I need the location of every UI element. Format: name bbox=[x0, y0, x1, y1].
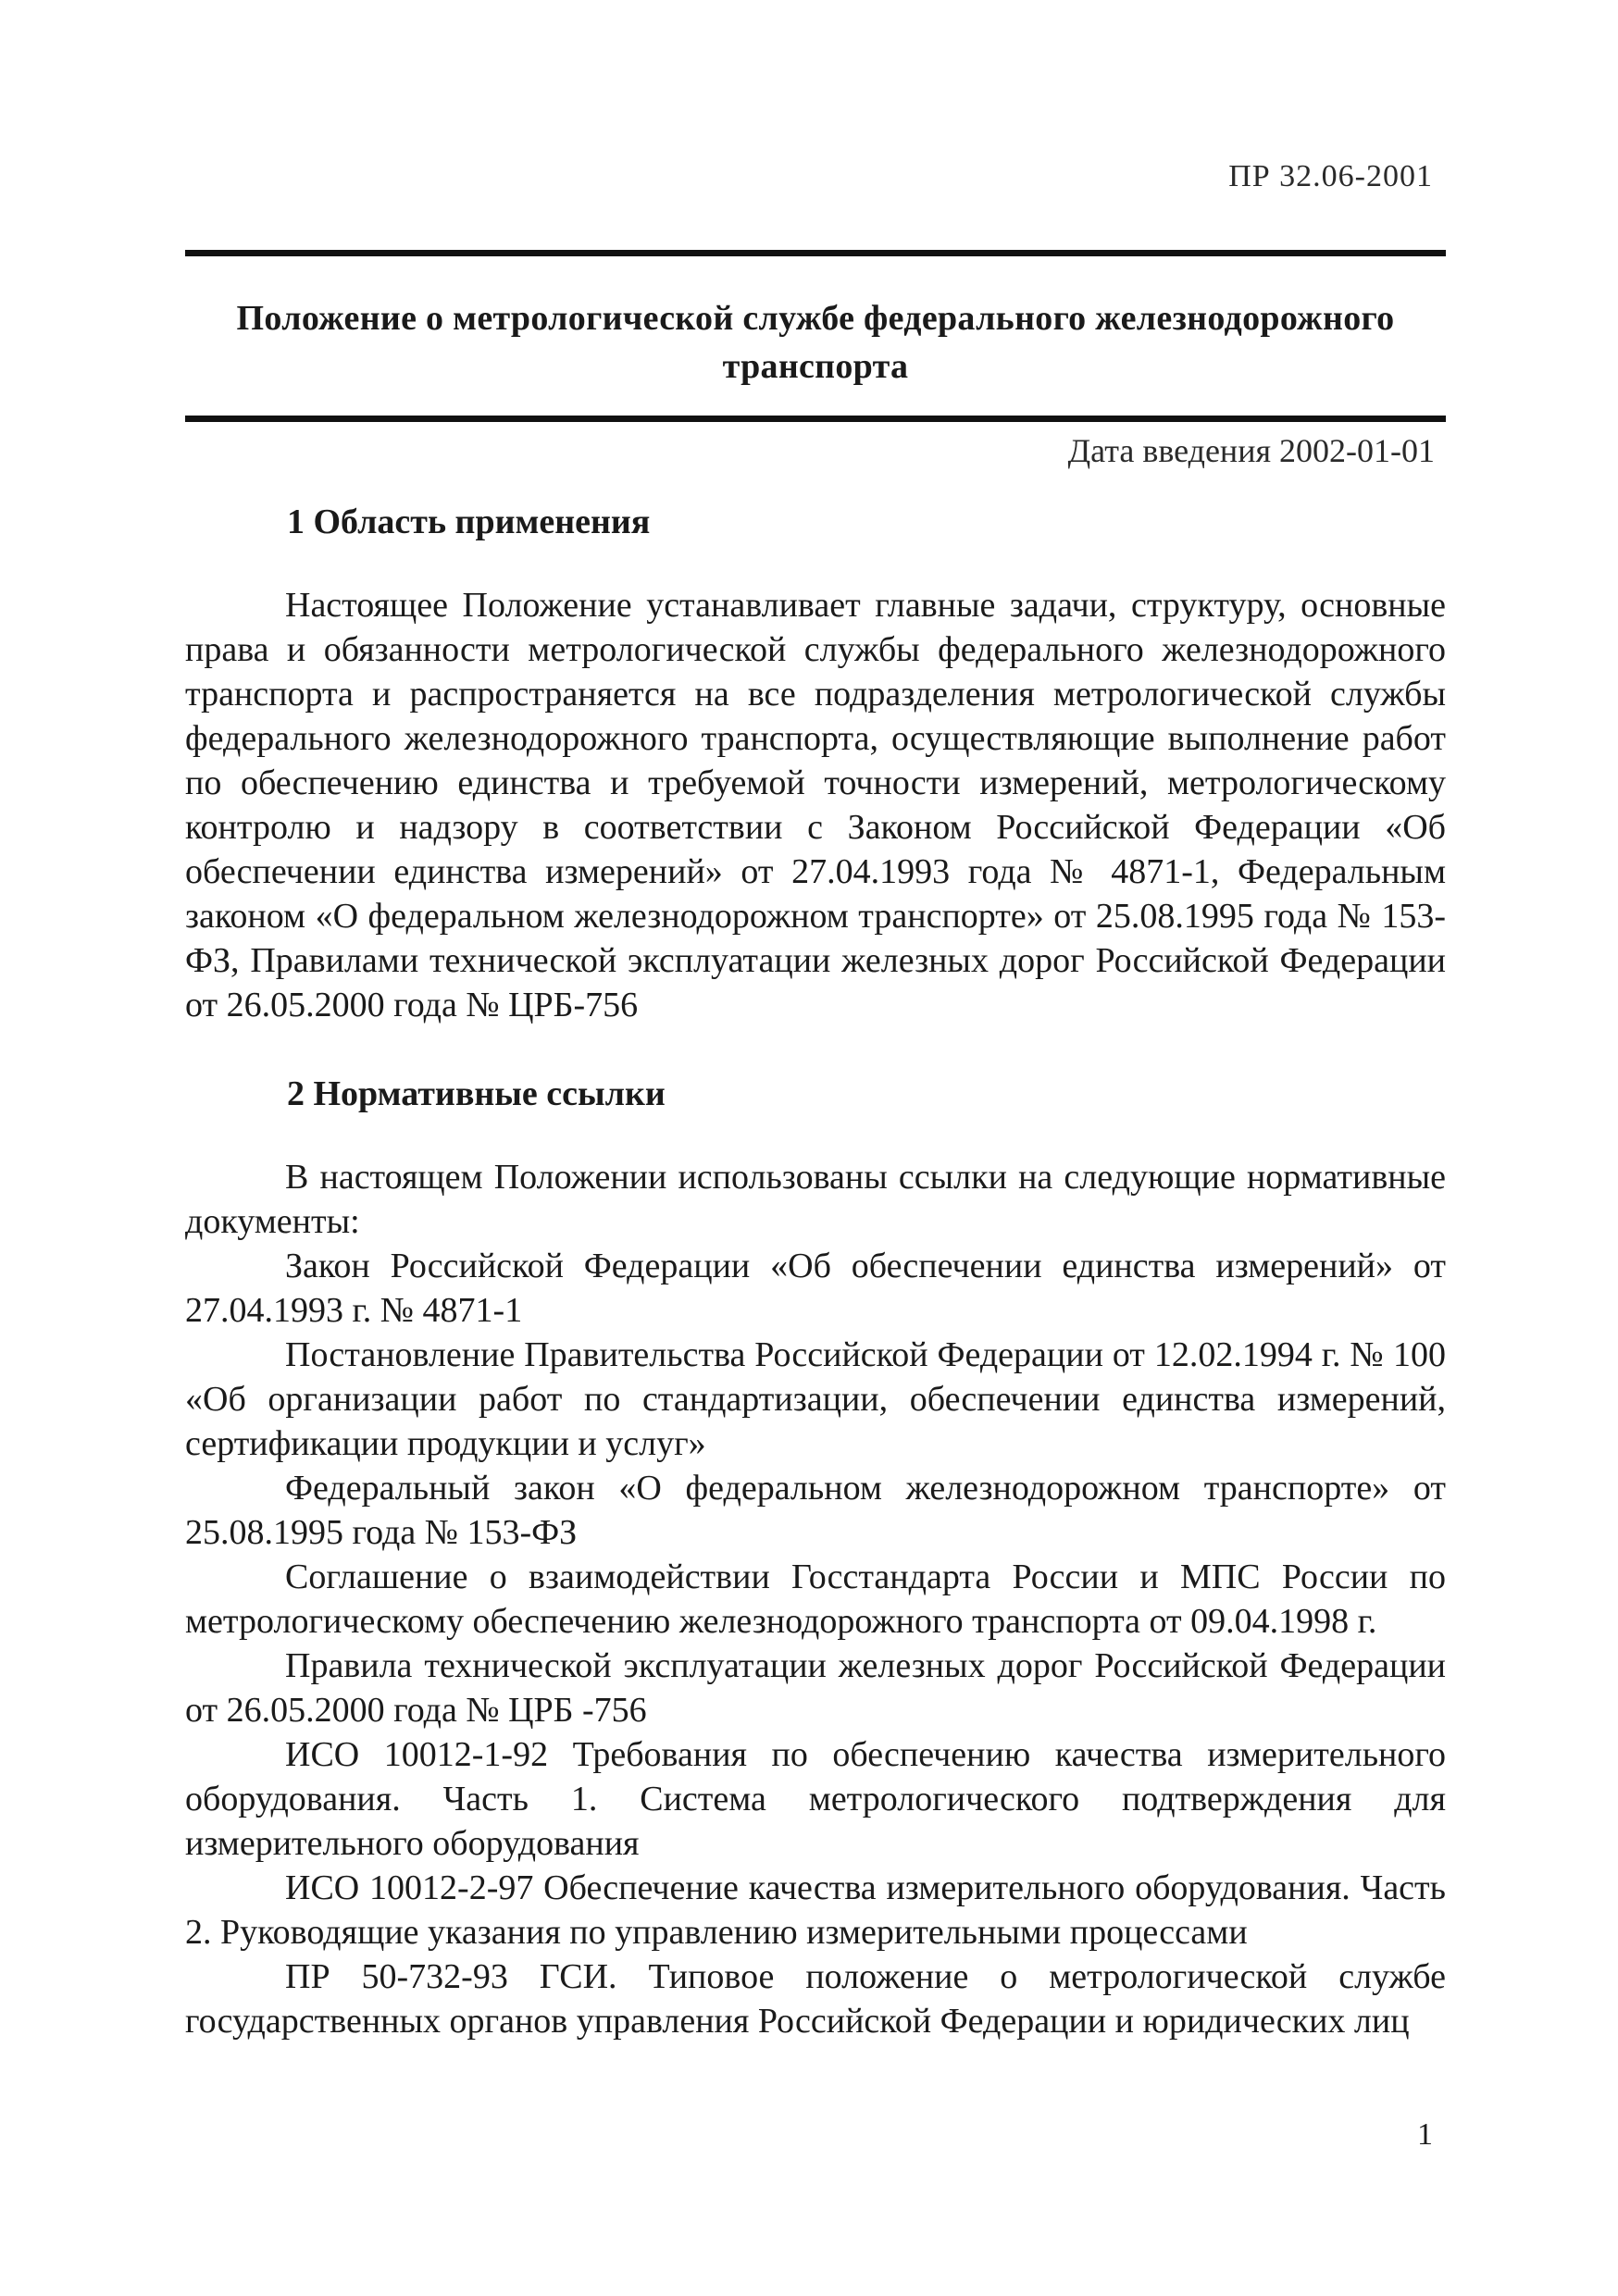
document-body bbox=[185, 500, 1446, 2043]
reference-item: Федеральный закон «О федеральном железнодорожном транспорте» от 25.08.1995 года № 153-ФЗ bbox=[185, 1469, 1446, 1552]
section-1-paragraph: Настоящее Положение устанавливает главные задачи, структуру, основные права и обязанности метрологической службы федерального железнодорожного транспорта и распространяется на все подразделения метрологической службы федерального железнодорожного транспорта, осуществляющие выполнение работ по обеспечению единства и требуемой точности измерений, метрологическому контролю и надзору в соответствии с Законом Российской Федерации «Об обеспечении единства измерений» от 27.04.1993 года № 4871-1, Федеральным законом «О федеральном железнодорожном транспорте» от 25.08.1995 года № 153-ФЗ, Правилами технической эксплуатации железных дорог Российской Федерации от 26.05.2000 года № ЦРБ-756 bbox=[185, 586, 1446, 1024]
reference-item: Закон Российской Федерации «Об обеспечении единства измерений» от 27.04.1993 г. № 4871-1 bbox=[185, 1247, 1446, 1330]
reference-item: ИСО 10012-2-97 Обеспечение качества измерительного оборудования. Часть 2. Руководящие указания по управлению измерительными процессами bbox=[185, 1868, 1446, 1952]
section-1-heading: 1 Область применения bbox=[287, 503, 651, 541]
reference-item: Правила технической эксплуатации железных дорог Российской Федерации от 26.05.2000 года № ЦРБ -756 bbox=[185, 1646, 1446, 1730]
normative-references-list bbox=[185, 1244, 1446, 2043]
reference-item: Постановление Правительства Российской Федерации от 12.02.1994 г. № 100 «Об организации работ по стандартизации, обеспечении единства измерений, сертификации продукции и услуг» bbox=[185, 1335, 1446, 1463]
section-2-heading: 2 Нормативные ссылки bbox=[287, 1074, 666, 1113]
introduction-date: Дата введения 2002-01-01 bbox=[1067, 432, 1435, 469]
document-code: ПР 32.06-2001 bbox=[1228, 159, 1433, 193]
reference-item: ИСО 10012-1-92 Требования по обеспечению качества измерительного оборудования. Часть 1. Система метрологического подтверждения для измерительного оборудования bbox=[185, 1735, 1446, 1863]
reference-item: Соглашение о взаимодействии Госстандарта России и МПС России по метрологическому обеспечению железнодорожного транспорта от 09.04.1998 г. bbox=[185, 1558, 1446, 1641]
header-rule-bottom bbox=[185, 416, 1446, 422]
header-rule-top bbox=[185, 250, 1446, 256]
page-number: 1 bbox=[1417, 2117, 1433, 2152]
reference-item: ПР 50-732-93 ГСИ. Типовое положение о метрологической службе государственных органов управления Российской Федерации и юридических лиц bbox=[185, 1957, 1446, 2041]
document-title: Положение о метрологической службе федерального железнодорожного транспорта bbox=[236, 299, 1395, 386]
section-2-intro: В настоящем Положении использованы ссылки на следующие нормативные документы: bbox=[185, 1158, 1446, 1241]
